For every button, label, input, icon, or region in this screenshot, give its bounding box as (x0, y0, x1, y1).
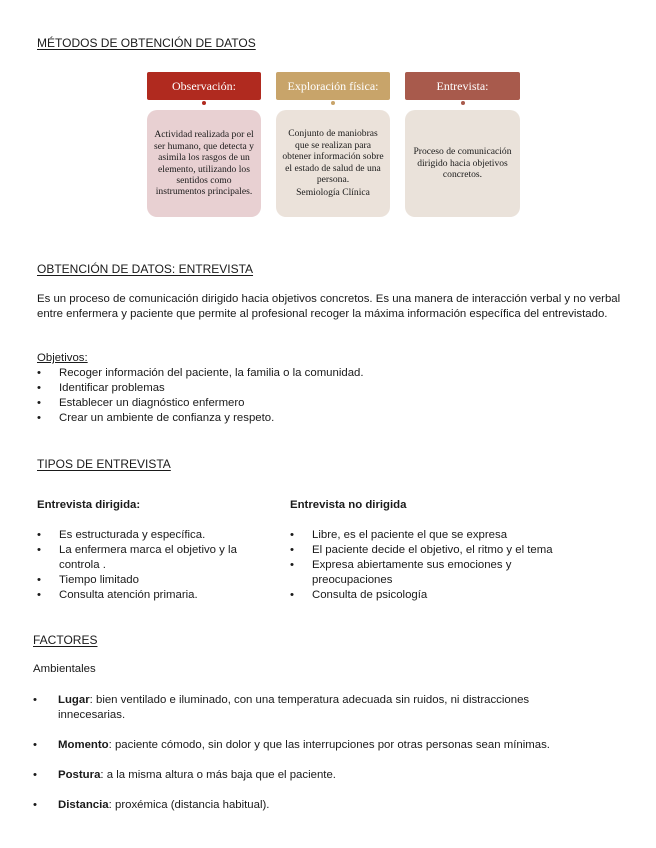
list-item (33, 768, 593, 783)
entrevista-no-dirigida-list (290, 528, 560, 603)
diagram-header-entrevista: Entrevista: (405, 72, 520, 100)
diagram-box-text: Proceso de comunicación dirigido hacia objetivos concretos. (413, 146, 512, 181)
list-item: • Crear un ambiente de confianza y respeto. (37, 411, 597, 426)
entrevista-no-dirigida-title: Entrevista no dirigida (290, 499, 407, 511)
connector-dot (202, 101, 206, 105)
entrevista-dirigida-title: Entrevista dirigida: (37, 499, 141, 511)
factor-text: : paciente cómodo, sin dolor y que las interrupciones por otras personas sean mínimas. (108, 739, 550, 751)
diagram-box-observacion (147, 110, 261, 217)
section-title-entrevista: OBTENCIÓN DE DATOS: ENTREVISTA (37, 262, 254, 276)
factor-term: Distancia (58, 799, 109, 811)
diagram-box-entrevista (405, 110, 520, 217)
list-item (33, 693, 593, 723)
list-item: • Consulta de psicología (290, 588, 560, 603)
section-title-metodos: MÉTODOS DE OBTENCIÓN DE DATOS (37, 36, 256, 50)
connector-dot (461, 101, 465, 105)
factor-term: Momento (58, 739, 109, 751)
list-item: • Consulta atención primaria. (37, 588, 267, 603)
section-title-factores: FACTORES (33, 633, 98, 647)
diagram-box-exploracion (276, 110, 390, 217)
list-item (33, 738, 593, 753)
factor-text: : bien ventilado e iluminado, con una temperatura adecuada sin ruidos, ni distracciones innecesarias. (58, 694, 530, 721)
factores-list (33, 693, 593, 828)
diagram-box-subtext: Semiología Clínica (296, 187, 370, 199)
list-item: • Tiempo limitado (37, 573, 267, 588)
list-item: • La enfermera marca el objetivo y la controla . (37, 543, 267, 573)
objetivos-list (37, 366, 597, 426)
diagram-header-exploracion: Exploración física: (276, 72, 390, 100)
factor-term: Lugar (58, 694, 90, 706)
list-item: • Libre, es el paciente el que se expresa (290, 528, 560, 543)
diagram-box-text: Actividad realizada por el ser humano, que detecta y asimila los rasgos de un elemento, utilizando los sentidos como instrumentos principales. (154, 129, 254, 198)
list-item: • Es estructurada y específica. (37, 528, 267, 543)
connector-dot (331, 101, 335, 105)
list-item: • Identificar problemas (37, 381, 597, 396)
factor-term: Postura (58, 769, 101, 781)
entrevista-paragraph: Es un proceso de comunicación dirigido hacia objetivos concretos. Es una manera de interacción verbal y no verbal entre enfermera y paciente que permite al profesional recoger la máxima información específica del entrevistado. (37, 293, 621, 320)
diagram-header-observacion: Observación: (147, 72, 261, 100)
list-item: • El paciente decide el objetivo, el ritmo y el tema (290, 543, 560, 558)
diagram-box-text: Conjunto de maniobras que se realizan para obtener información sobre el estado de salud de una persona. (282, 128, 384, 185)
factor-text: : a la misma altura o más baja que el paciente. (100, 769, 336, 781)
list-item: • Establecer un diagnóstico enfermero (37, 396, 597, 411)
factores-subtitle: Ambientales (33, 663, 96, 675)
list-item: • Expresa abiertamente sus emociones y preocupaciones (290, 558, 560, 588)
section-title-tipos: TIPOS DE ENTREVISTA (37, 457, 171, 471)
objetivos-label: Objetivos: (37, 352, 88, 364)
list-item (33, 798, 593, 813)
list-item: • Recoger información del paciente, la familia o la comunidad. (37, 366, 597, 381)
factor-text: : proxémica (distancia habitual). (108, 799, 270, 811)
entrevista-dirigida-list (37, 528, 267, 603)
